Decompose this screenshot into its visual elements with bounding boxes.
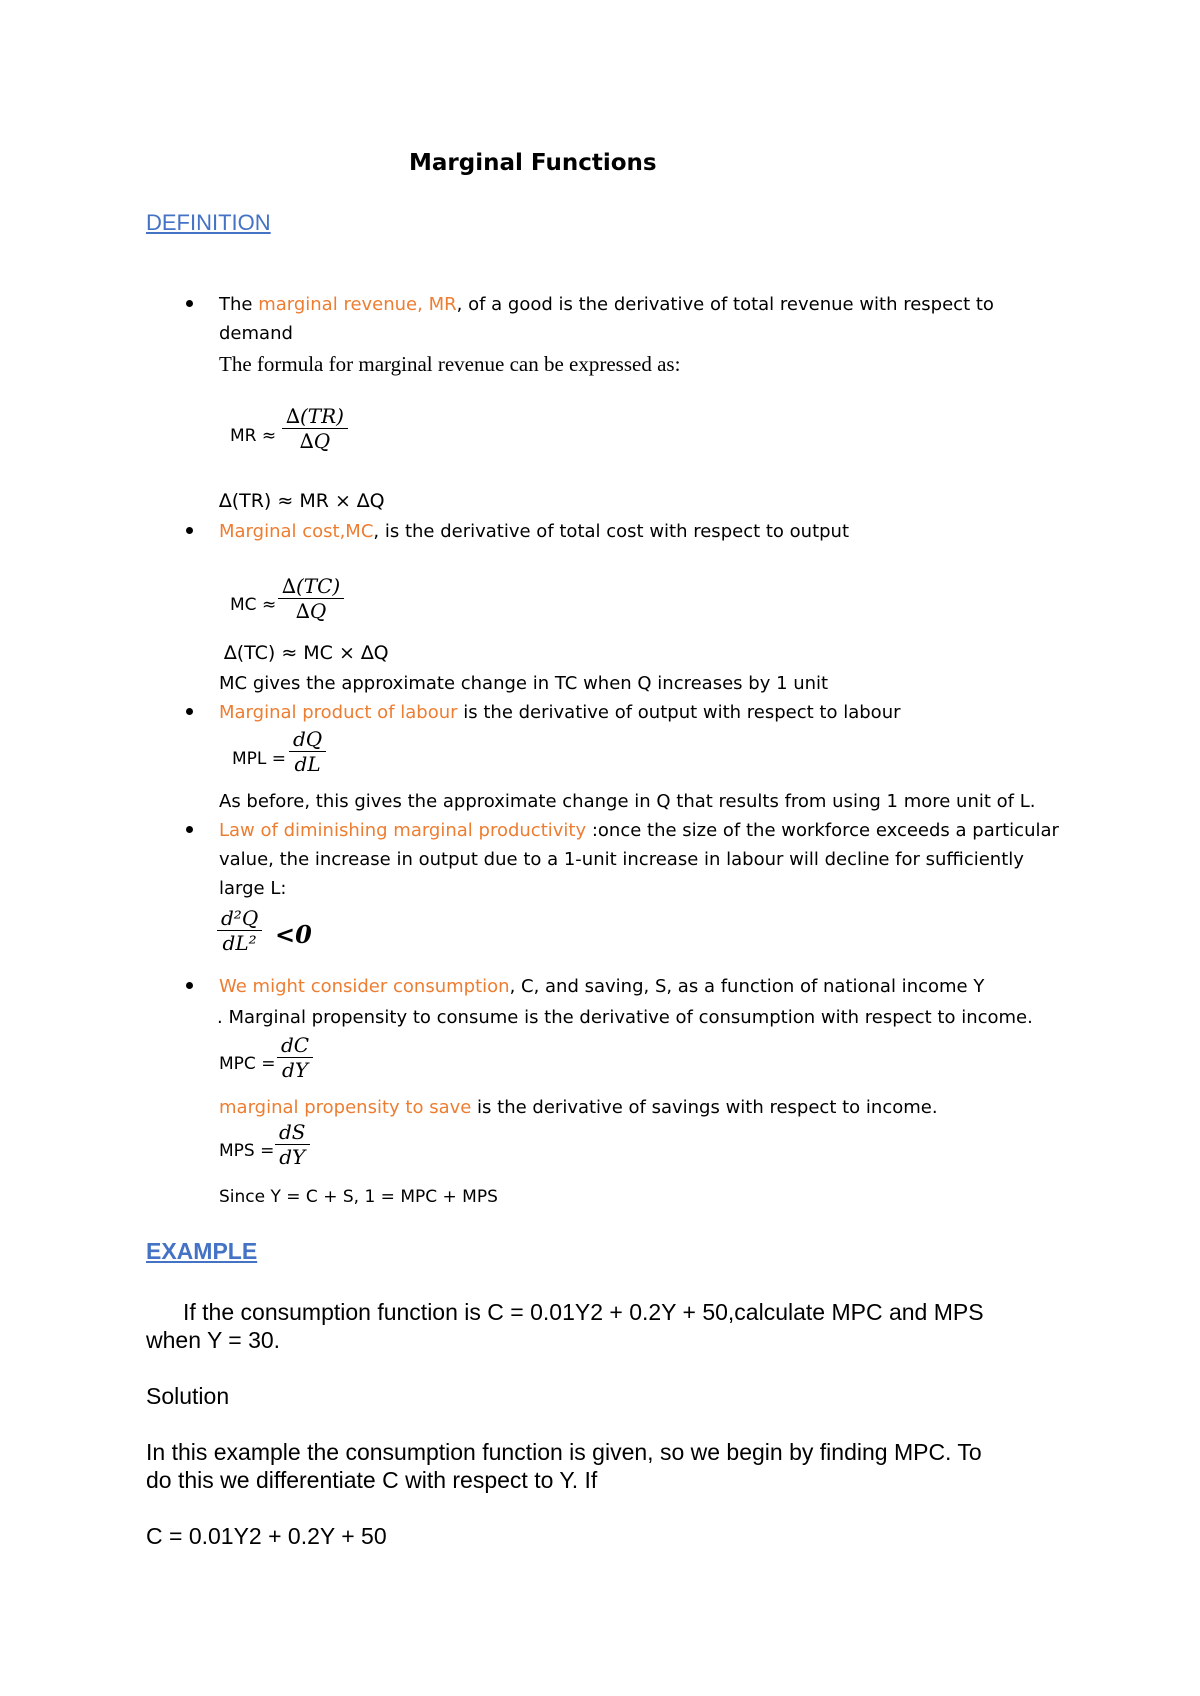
mr-prefix: The (219, 294, 259, 315)
mc-fraction-den: ∆Q (295, 599, 327, 623)
mps-fraction-den: dY (279, 1145, 306, 1169)
identity-line: Since Y = C + S, 1 = MPC + MPS (219, 1187, 498, 1207)
bullet-mr (186, 300, 193, 307)
mps-fraction (275, 1120, 310, 1169)
law-line1 (219, 820, 1059, 841)
mc-fraction (278, 574, 344, 623)
solution-label: Solution (146, 1383, 230, 1409)
mc-rest: , is the derivative of total cost with respect to output (373, 521, 850, 542)
mps-rest: is the derivative of savings with respect to income. (471, 1097, 938, 1118)
mc-note: MC gives the approximate change in TC when Q increases by 1 unit (219, 673, 829, 694)
bullet-mc (186, 527, 193, 534)
mr-fraction (282, 404, 348, 453)
mr-line1 (219, 294, 994, 315)
law-line3: large L: (219, 878, 287, 899)
mpc-fraction-den: dY (282, 1058, 309, 1082)
law-fraction (217, 906, 262, 955)
mpl-fraction-num: dQ (293, 727, 323, 751)
mr-approx: ∆(TR) ≈ MR × ∆Q (219, 490, 385, 512)
mpl-fraction (289, 727, 326, 776)
mr-fraction-den: ∆Q (299, 429, 331, 453)
definition-heading: DEFINITION (146, 210, 271, 235)
mpl-note: As before, this gives the approximate change in Q that results from using 1 more unit of L. (219, 791, 1036, 812)
solution-line1: In this example the consumption function is given, so we begin by finding MPC. To (146, 1439, 982, 1465)
mps-line (219, 1097, 938, 1118)
mr-fraction-num: ∆(TR) (286, 404, 344, 428)
law-fraction-den: dL² (222, 931, 257, 955)
mpc-fraction (277, 1033, 313, 1082)
mc-approx: ∆(TC) ≈ MC × ∆Q (224, 642, 389, 664)
mps-term: marginal propensity to save (219, 1097, 472, 1118)
mr-formula-intro: The formula for marginal revenue can be expressed as: (219, 352, 681, 376)
mpc-fraction-num: dC (281, 1033, 310, 1057)
mpl-fraction-den: dL (294, 752, 321, 776)
consumption-term: We might consider consumption (219, 976, 510, 997)
example-heading: EXAMPLE (146, 1238, 258, 1264)
consumption-line2: . Marginal propensity to consume is the derivative of consumption with respect to income. (217, 1007, 1033, 1028)
law-inequality: <0 (275, 920, 312, 949)
mc-fraction-num: ∆(TC) (282, 574, 341, 598)
example-equation: C = 0.01Y2 + 0.2Y + 50 (146, 1523, 387, 1549)
solution-line2: do this we differentiate C with respect to Y. If (146, 1467, 598, 1493)
consumption-line1 (219, 976, 984, 997)
mpl-line1 (219, 702, 901, 723)
mr-rest-line1: , of a good is the derivative of total revenue with respect to (456, 294, 994, 315)
mpc-formula-label: MPC = (219, 1054, 276, 1074)
page-title: Marginal Functions (409, 150, 657, 176)
law-line2: value, the increase in output due to a 1-unit increase in labour will decline for sufficiently (219, 849, 1024, 870)
mc-term: Marginal cost,MC (219, 521, 374, 542)
consumption-rest-line1: , C, and saving, S, as a function of national income Y (509, 976, 985, 997)
bullet-mpl (186, 708, 193, 715)
law-fraction-num: d²Q (221, 906, 259, 930)
law-term: Law of diminishing marginal productivity (219, 820, 587, 841)
mc-formula-label: MC ≈ (230, 595, 277, 615)
mc-line1 (219, 521, 849, 542)
bullet-consumption (186, 982, 193, 989)
mpl-term: Marginal product of labour (219, 702, 458, 723)
mr-line2: demand (219, 323, 293, 344)
example-problem-line2: when Y = 30. (146, 1327, 281, 1353)
mr-term: marginal revenue, MR (258, 294, 457, 315)
mpl-formula-label: MPL = (232, 749, 287, 769)
mps-fraction-num: dS (279, 1120, 306, 1144)
law-rest-line1: :once the size of the workforce exceeds a particular (586, 820, 1059, 841)
mr-formula-label: MR ≈ (230, 426, 277, 446)
mpl-rest: is the derivative of output with respect to labour (457, 702, 901, 723)
example-problem-line1: If the consumption function is C = 0.01Y2 + 0.2Y + 50,calculate MPC and MPS (183, 1299, 984, 1325)
mps-formula-label: MPS = (219, 1141, 275, 1161)
bullet-law (186, 826, 193, 833)
